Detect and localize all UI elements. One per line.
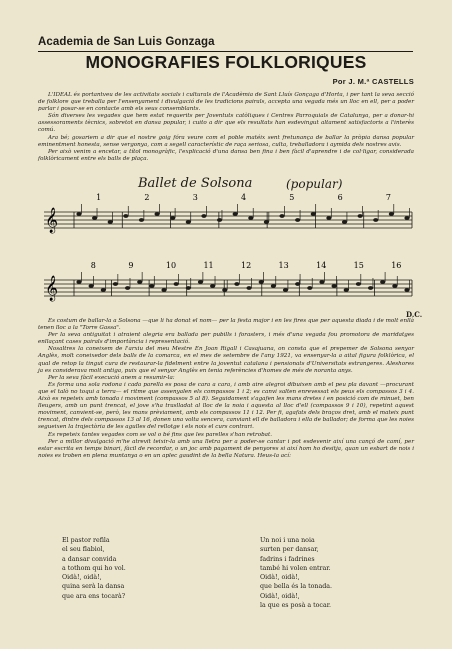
note-head [198,280,203,284]
note-head [311,212,316,216]
measure-number: 7 [385,193,391,202]
poem-line: surten per dansar, [260,546,319,554]
treble-clef: 𝄞 [45,276,59,301]
body-paragraph: Per la seva antiguitat i atraient alegria era ballada per pubills i forasters, i més d'una vegada fou promotora de maridatges enllaçant cases pairals d'importància i representació. [38,332,414,346]
measure-number: 14 [316,261,327,270]
intro-paragraph: Són diverses les vegades que hem estat requerits per Joventuts catòliques i Centres Parroquials de Catalunya, per a donar-hi assessoraments tècnics, sobretot en dansa popular, i cuito a dir que els resultats han esdevingut altament satisfactoris a l'interès comú. [38,113,414,134]
note-head [259,280,264,284]
note-head [368,286,373,290]
note-head [108,220,113,224]
note-head [125,286,130,290]
measure-number: 10 [165,261,177,270]
note-head [358,214,363,218]
note-head [283,288,288,292]
poem-line: Oidà!, oidà!, [260,574,300,582]
measure-number: 9 [128,261,134,270]
note-head [217,218,222,222]
poem-right-column [260,536,332,610]
note-head [332,284,337,288]
note-head [246,286,251,290]
measure-number: 2 [144,193,150,202]
note-head [210,284,215,288]
intro-paragraph: Ara bé; gosariem a dir que el nostre goig fóra veure com el poble matéix sent fretunança de ballar la pròpia dansa popular eminentment honesta, sense vergonya, com a segell característic de raça seriosa, culta, treballadora i aymida dels nostres avis. [38,134,414,148]
poem-line: també hi volen entrar. [260,564,331,572]
score-title: Ballet de Solsona [138,176,253,191]
note-head [248,216,253,220]
note-head [295,282,300,286]
note-head [92,216,97,220]
music-score [38,176,423,328]
intro-paragraph: Per això venim a encetar, a títol monogràfic, l'explicació d'una dansa ben fina i ben fàcil d'aprendre i de col·ligar, considerada folklòricament entre els balls de plaça. [38,148,414,162]
note-head [170,216,175,220]
intro-section [38,92,414,163]
body-paragraph: Nosaltres la coneixem de l'arxiu del meu Mestre En Joan Rigall i Casajuana, on consta que el prepemer de Solsona senyor Anglès, molt coneixedor dels balls de la comarca, en el mes de setembre de l'any 1921, va ensenyar-la a aital figura folklòrica, el qual de retop la tingut cura de restaurar-la fidelment entre la joventut catalana i pensionats d'Universitats estrangeres. Aleshores ja es considerava molt antiga, puix que el senyor Anglès en tenia referències d'homes de més de noranta anys. [38,346,414,374]
body-paragraph: Es costum de ballar-la a Solsona —que li ha donat el nom— per la festa major i en les fires que per aquesta diada i de molt enllà tenen lloc a la "Torre Gassa". [38,318,414,332]
note-head [271,284,276,288]
academy-name: Academia de San Luis Gonzaga [38,36,215,48]
article-title: MONOGRAFIES FOLKLORIQUES [85,52,367,72]
note-head [76,212,81,216]
poem-line: que bella és la tonada. [260,583,333,591]
body-paragraph: Per la seva fàcil execució anem a resumir-la: [48,374,175,381]
note-head [344,288,349,292]
music-staves [38,176,418,328]
poem-line: fadrins i fadrines [260,555,315,563]
note-head [373,218,378,222]
note-head [326,216,331,220]
note-head [295,218,300,222]
note-head [154,212,159,216]
note-head [319,280,324,284]
measure-number: 5 [289,193,295,202]
measure-number: 15 [353,261,364,270]
poem-line: Un noi i una noia [260,537,315,544]
note-head [137,280,142,284]
staff-row-2 [44,261,412,301]
poem-left-column [62,536,126,601]
poem-line: la que es posà a tocar. [260,602,332,610]
note-head [186,286,191,290]
poem-line: Oidà!, oidà!, [62,574,102,582]
note-head [89,284,94,288]
score-subtitle: (popular) [286,177,343,191]
note-head [404,216,409,220]
note-head [404,288,409,292]
body-paragraph: Es forma una sola rodona i cada parella es posa de cara a cara, i amb aire alegroi dibuixen amb el peu pla davant —procurant que el talò no toqui a terra— el ritme que assenyalen els compassos 1 i 2; es canvi salten enrevessat els peus els compassos 3 i 4. Això es repeteix amb tonada i moviment (compassos 5 al 8). Seguidament s'agafen les mans dretes i en posició com de minuet, ben lleugers, amb un punt trencat, el jove s'ha traslladat al lloc de la noia i aquesta al lloc d'ell (compassos 9 i 10), repetint aquest moviment, canvient-se, però, les mans prèviament, amb els compassos 11 i 12. Per fi, agafats dels braços dret, amb el mateix punt trencat, dintre dels compassos 13 al 16, donen una volta sencera, canviant ell de balladora i ella de ballador; de forma que les noies segueixen la trajectòria de les agulles del rellotge i els nois el curs contrari. [38,381,414,431]
note-head [161,288,166,292]
note-head [389,212,394,216]
body-section [38,318,414,460]
note-head [123,214,128,218]
poem-line: a tothom qui ho vol. [62,564,126,572]
measure-number: 8 [90,261,96,270]
note-head [101,288,106,292]
note-head [356,282,361,286]
poem-line: El pastor refila [62,537,110,544]
body-paragraph: Per a millor divulgació m'he atrevit teixir-la amb una lletra per a poder-se cantar i pot esdevenir així una cançó de camí, per estar escrita en temps binari, fàcil de recordar, o un joc amb pagament de penyores si així hom ho desitja, quan un esbart de nois i noies es troben en plena muntanya o en un aplec gaudint de la bella Natura. Heus-la ací: [38,438,414,459]
measure-number: 13 [278,261,289,270]
note-head [76,280,81,284]
body-paragraph: Es repeteix tantes vegades com se vol o bé fins que les parelles s'han retrobat. [48,431,273,438]
note-head [233,212,238,216]
note-head [201,214,206,218]
note-head [342,220,347,224]
note-head [139,218,144,222]
page-header [38,30,413,52]
measure-number: 4 [241,193,247,202]
measure-number: 12 [241,261,252,270]
poem-line: el seu flabiol, [62,546,105,554]
treble-clef: 𝄞 [45,208,59,233]
poem-line: quina serà la dansa [62,583,125,591]
measure-number: 3 [192,193,198,202]
note-head [149,284,154,288]
intro-paragraph: L'IDEAL és portantveu de les activitats socials i culturals de l'Acadèmia de Sant Lluís Gonçaga d'Horta, i per tant la seva secció de folklore que treballa per l'ensenyament i divulgació de les tradicions pairals, accepta una vegada més un lloc en ell, per a poder parlar i posar-se en contacte amb els seus consemblants. [38,92,414,113]
staff-row-1 [44,193,412,233]
note-head [222,288,227,292]
measure-number: 6 [337,193,343,202]
measure-number: 11 [203,261,214,270]
measure-number: 16 [391,261,402,270]
note-head [113,282,118,286]
poem-line: a dansar convida [62,555,117,563]
note-head [380,280,385,284]
poem-line: que ara ens tocarà? [62,592,126,600]
measure-number: 1 [96,193,102,202]
note-head [186,220,191,224]
note-head [234,282,239,286]
note-head [279,214,284,218]
poem-line: Oidà!, oidà!, [260,592,300,600]
article-byline: Por J. M.ª CASTELLS [332,77,414,86]
note-head [174,282,179,286]
note-head [307,286,312,290]
dc-mark: D.C. [406,310,423,319]
note-head [392,284,397,288]
note-head [264,220,269,224]
